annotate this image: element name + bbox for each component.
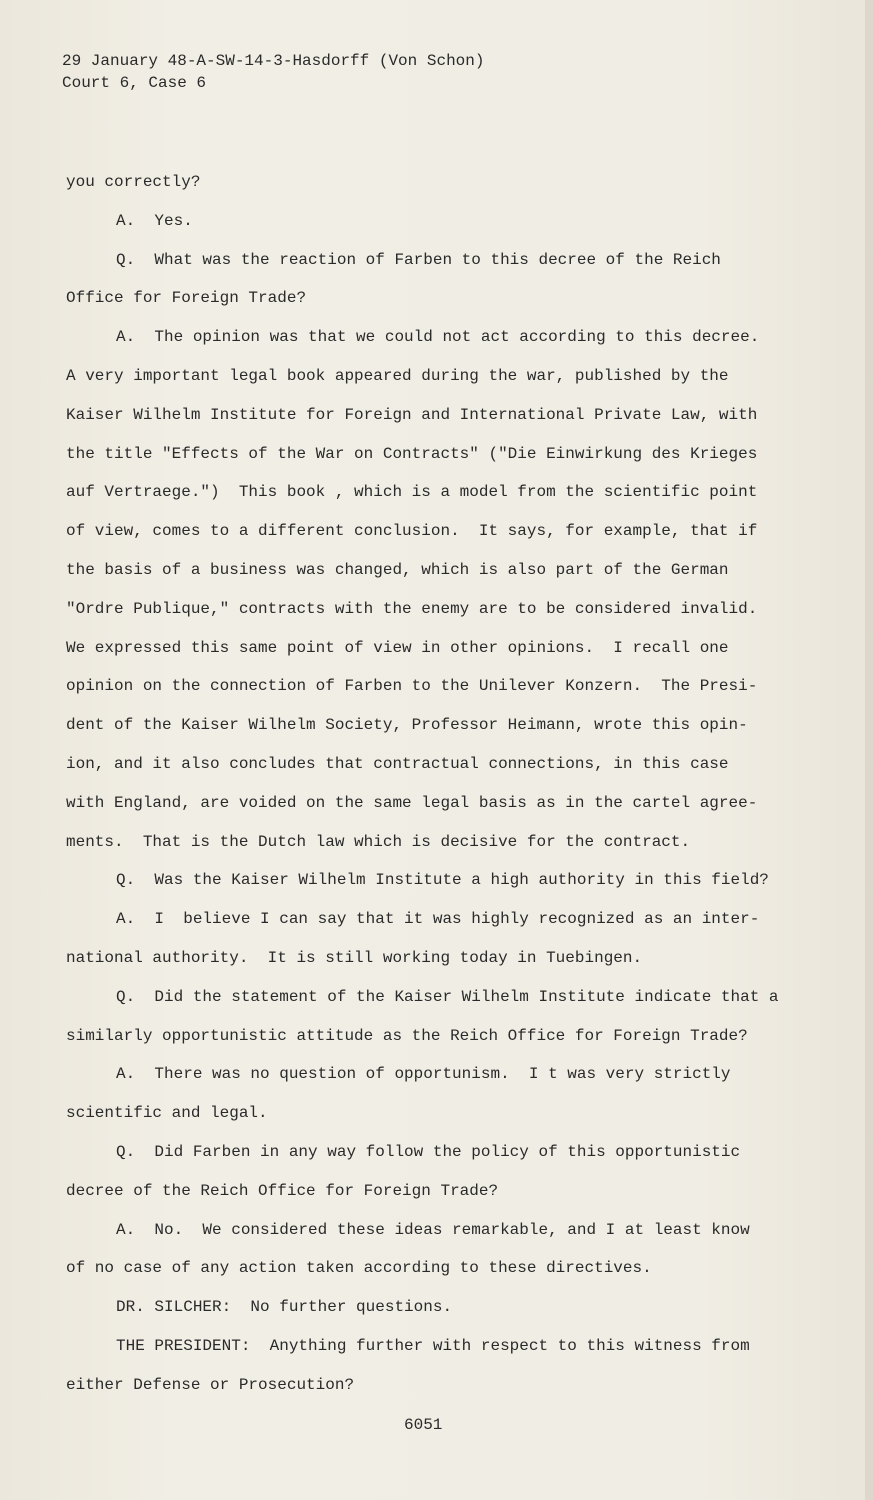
transcript-line: either Defense or Prosecution? <box>66 1375 355 1394</box>
transcript-line: We expressed this same point of view in other opinions. I recall one <box>66 638 729 657</box>
transcript-line: A. The opinion was that we could not act according to this decree. <box>116 328 760 347</box>
transcript-line: DR. SILCHER: No further questions. <box>116 1298 453 1317</box>
header-line-1: 29 January 48-A-SW-14-3-Hasdorff (Von Schon) <box>62 52 485 70</box>
page-number: 6051 <box>404 1416 443 1434</box>
transcript-line: similarly opportunistic attitude as the Reich Office for Foreign Trade? <box>66 1026 748 1045</box>
transcript-line: you correctly? <box>66 173 201 191</box>
transcript-body <box>66 170 826 1412</box>
transcript-line: Office for Foreign Trade? <box>66 289 307 308</box>
transcript-line: A very important legal book appeared during the war, published by the <box>66 366 729 385</box>
header-line-2: Court 6, Case 6 <box>62 74 207 92</box>
transcript-line: ments. That is the Dutch law which is decisive for the contract. <box>66 832 691 851</box>
transcript-line: Q. Did the statement of the Kaiser Wilhelm Institute indicate that a <box>116 987 779 1006</box>
transcript-line: auf Vertraege.") This book , which is a model from the scientific point <box>66 483 758 502</box>
document-header <box>62 50 484 94</box>
transcript-line: Kaiser Wilhelm Institute for Foreign and International Private Law, with <box>66 405 758 424</box>
transcript-line: of no case of any action taken according to these directives. <box>66 1259 652 1278</box>
transcript-line: Q. What was the reaction of Farben to this decree of the Reich <box>116 250 721 269</box>
transcript-line: decree of the Reich Office for Foreign Trade? <box>66 1181 499 1200</box>
transcript-line: Q. Did Farben in any way follow the policy of this opportunistic <box>116 1142 741 1161</box>
transcript-line: opinion on the connection of Farben to the Unilever Konzern. The Presi- <box>66 677 758 696</box>
transcript-line: scientific and legal. <box>66 1104 268 1123</box>
transcript-line: "Ordre Publique," contracts with the enemy are to be considered invalid. <box>66 599 758 618</box>
transcript-line: national authority. It is still working today in Tuebingen. <box>66 948 643 967</box>
page-edge <box>865 0 873 1500</box>
transcript-line: the basis of a business was changed, which is also part of the German <box>66 560 729 579</box>
transcript-line: A. I believe I can say that it was highly recognized as an inter- <box>116 910 760 929</box>
transcript-line: the title "Effects of the War on Contracts" ("Die Einwirkung des Krieges <box>66 444 758 463</box>
transcript-line: with England, are voided on the same legal basis as in the cartel agree- <box>66 793 758 812</box>
transcript-line: of view, comes to a different conclusion. It says, for example, that if <box>66 522 758 541</box>
transcript-line: dent of the Kaiser Wilhelm Society, Professor Heimann, wrote this opin- <box>66 716 748 735</box>
transcript-line: A. No. We considered these ideas remarkable, and I at least know <box>116 1220 750 1239</box>
transcript-line: A. Yes. <box>116 211 193 230</box>
transcript-line: Q. Was the Kaiser Wilhelm Institute a high authority in this field? <box>116 871 769 890</box>
transcript-line: THE PRESIDENT: Anything further with respect to this witness from <box>116 1336 750 1355</box>
transcript-line: ion, and it also concludes that contractual connections, in this case <box>66 754 729 773</box>
transcript-line: A. There was no question of opportunism. I t was very strictly <box>116 1065 731 1084</box>
